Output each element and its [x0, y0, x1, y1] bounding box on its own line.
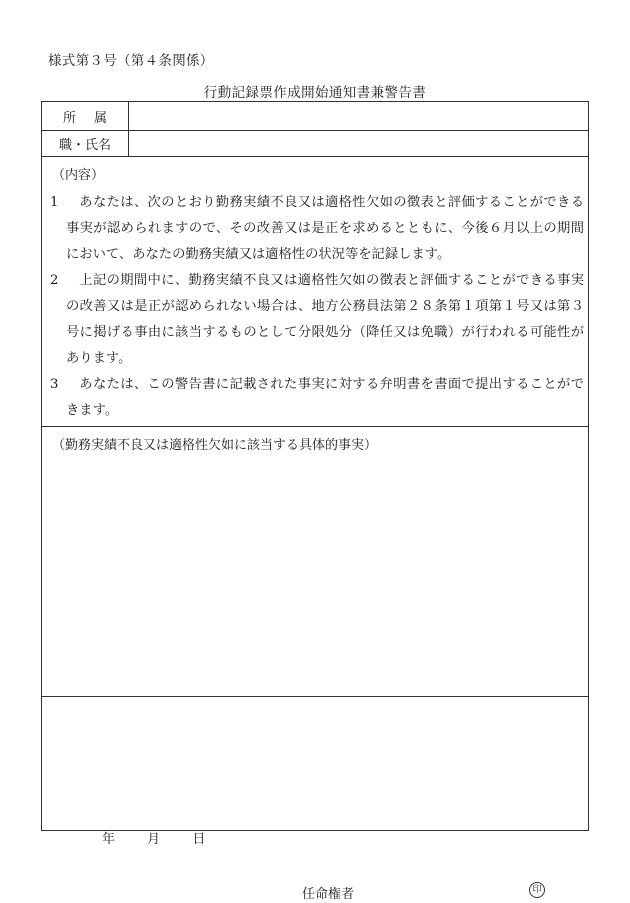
- seal-mark: 印: [529, 882, 545, 898]
- item-number: 1: [50, 195, 59, 210]
- appointing-authority-label: 任命権者: [302, 887, 355, 902]
- signature-section: [42, 697, 588, 902]
- document-title: 行動記録票作成開始通知書兼警告書: [203, 85, 427, 101]
- day-label: 日: [192, 832, 206, 847]
- month-label: 月: [147, 832, 161, 847]
- item-text: 上記の期間中に、勤務実績不良又は適格性欠如の徴表と評価することができる事実の改善又は是正が認められない場合は、地方公務員法第２８条第１項第１号又は第３号に掲げる事由に該当するものとして分限処分（降任又は免職）が行われる可能性があります。: [66, 273, 584, 366]
- name-label-cell: [42, 131, 129, 156]
- year-label: 年: [102, 832, 116, 847]
- specific-facts-field[interactable]: [52, 457, 578, 686]
- contents-item: [50, 190, 584, 268]
- contents-item-list: [50, 190, 584, 424]
- affiliation-row: [42, 102, 588, 131]
- name-field[interactable]: [129, 131, 588, 156]
- form-number: 様式第３号（第４条関係）: [48, 53, 214, 69]
- notice-form-table: [41, 101, 589, 902]
- item-text: あなたは、次のとおり勤務実績不良又は適格性欠如の徴表と評価することができる事実が認められますので、その改善又は是正を求めるとともに、今後６月以上の期間において、あなたの勤務実績又は適格性の状況等を記録します。: [66, 195, 584, 262]
- contents-section: [42, 157, 588, 427]
- affiliation-label-cell: [42, 102, 129, 130]
- contents-heading: （内容）: [52, 168, 105, 183]
- name-label: 職・氏名: [58, 138, 111, 153]
- contents-item: [50, 268, 584, 372]
- name-row: [42, 131, 588, 157]
- date-line: [102, 828, 205, 847]
- item-number: 3: [50, 377, 59, 392]
- specific-facts-heading: （勤務実績不良又は適格性欠如に該当する具体的事実）: [52, 438, 378, 453]
- item-number: 2: [50, 273, 59, 288]
- affiliation-label: 所属: [62, 110, 125, 126]
- item-text: あなたは、この警告書に記載された事実に対する弁明書を書面で提出することができます。: [66, 377, 584, 418]
- specific-facts-section: [42, 427, 588, 697]
- affiliation-field[interactable]: [129, 102, 588, 130]
- contents-item: [50, 372, 584, 424]
